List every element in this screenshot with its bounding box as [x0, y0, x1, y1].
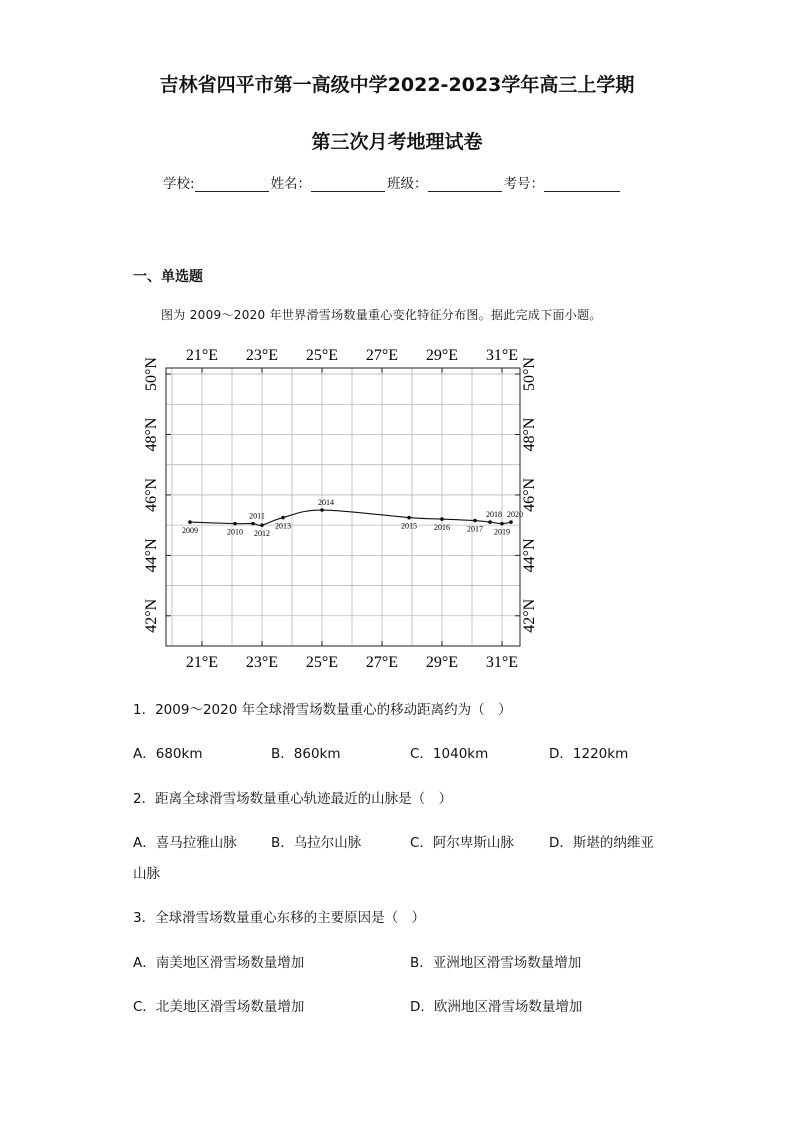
data-point-2009 — [188, 520, 192, 524]
question-2-option-d[interactable]: D．斯堪的纳维亚 — [549, 835, 654, 851]
data-point-2020 — [509, 520, 513, 524]
question-3-option-c[interactable]: C．北美地区滑雪场数量增加 — [133, 999, 305, 1015]
plot-frame — [166, 368, 520, 646]
x-tick-label-bottom: 21°E — [185, 654, 219, 671]
question-3-option-a[interactable]: A．南美地区滑雪场数量增加 — [133, 955, 305, 971]
data-label-2015: 2015 — [401, 521, 417, 531]
question-3-option-d[interactable]: D．欧洲地区滑雪场数量增加 — [410, 999, 583, 1015]
question-2-stem: 2．距离全球滑雪场数量重心轨迹最近的山脉是（ ） — [133, 791, 453, 807]
name-field[interactable] — [311, 177, 385, 192]
data-label-2016: 2016 — [434, 523, 450, 533]
data-point-2015 — [407, 516, 411, 520]
data-point-2011 — [251, 522, 255, 526]
question-1-option-d[interactable]: D．1220km — [549, 746, 629, 762]
y-tick-label-left: 44°N — [143, 538, 160, 573]
data-label-2019: 2019 — [494, 527, 510, 537]
data-point-2019 — [500, 522, 504, 526]
centroid-track-line — [190, 510, 511, 525]
question-intro: 图为 2009～2020 年世界滑雪场数量重心变化特征分布图。据此完成下面小题。 — [161, 308, 602, 322]
data-label-2010: 2010 — [227, 527, 243, 537]
x-tick-label-bottom: 31°E — [485, 654, 519, 671]
exam-number-label: 考号： — [503, 176, 545, 192]
x-tick-label-top: 23°E — [245, 347, 279, 364]
question-2-option-a[interactable]: A．喜马拉雅山脉 — [133, 835, 237, 851]
ski-resort-centroid-chart — [130, 340, 560, 675]
x-tick-label-top: 27°E — [365, 347, 399, 364]
y-tick-label-right: 46°N — [521, 477, 538, 512]
question-1-stem: 1．2009～2020 年全球滑雪场数量重心的移动距离约为（ ） — [133, 702, 512, 718]
x-tick-label-top: 25°E — [305, 347, 339, 364]
question-3-option-b[interactable]: B．亚洲地区滑雪场数量增加 — [410, 955, 582, 971]
y-tick-label-left: 46°N — [143, 477, 160, 512]
x-tick-label-top: 31°E — [485, 347, 519, 364]
question-2-option-b[interactable]: B．乌拉尔山脉 — [271, 835, 362, 851]
y-tick-label-left: 42°N — [143, 598, 160, 633]
class-field[interactable] — [428, 177, 502, 192]
data-label-2009: 2009 — [182, 526, 198, 536]
question-1-option-a[interactable]: A．680km — [133, 746, 203, 762]
y-tick-label-right: 48°N — [521, 417, 538, 452]
question-3-stem: 3．全球滑雪场数量重心东移的主要原因是（ ） — [133, 910, 426, 926]
data-point-2013 — [281, 516, 285, 520]
x-tick-label-bottom: 23°E — [245, 654, 279, 671]
x-tick-label-top: 21°E — [185, 347, 219, 364]
x-tick-label-bottom: 27°E — [365, 654, 399, 671]
data-label-2018: 2018 — [486, 510, 502, 520]
y-tick-label-left: 48°N — [143, 417, 160, 452]
y-tick-label-left: 50°N — [143, 357, 160, 392]
data-point-2018 — [488, 520, 492, 524]
x-tick-label-bottom: 25°E — [305, 654, 339, 671]
exam-title-line1: 吉林省四平市第一高级中学2022-2023学年高三上学期 — [159, 74, 635, 96]
data-point-2014 — [320, 508, 324, 512]
data-point-2016 — [440, 517, 444, 521]
data-label-2012: 2012 — [254, 529, 270, 539]
student-info-row — [163, 172, 622, 192]
class-label: 班级： — [387, 176, 428, 192]
exam-number-field[interactable] — [544, 177, 620, 192]
school-label: 学校: — [163, 176, 195, 192]
data-label-2017: 2017 — [467, 524, 483, 534]
x-tick-label-top: 29°E — [425, 347, 459, 364]
question-2-option-d-continuation: 山脉 — [133, 866, 160, 882]
data-label-2014: 2014 — [318, 498, 334, 508]
y-tick-label-right: 42°N — [521, 598, 538, 633]
x-tick-label-bottom: 29°E — [425, 654, 459, 671]
school-field[interactable] — [195, 177, 269, 192]
question-1-option-b[interactable]: B．860km — [271, 746, 341, 762]
question-1-option-c[interactable]: C．1040km — [410, 746, 489, 762]
question-2-option-c[interactable]: C．阿尔卑斯山脉 — [410, 835, 514, 851]
data-label-2020: 2020 — [507, 510, 523, 520]
data-label-2013: 2013 — [275, 521, 291, 531]
section-title: 一、单选题 — [133, 269, 203, 285]
y-tick-label-right: 50°N — [521, 357, 538, 392]
data-label-2011: 2011 — [249, 511, 265, 521]
data-point-2010 — [233, 522, 237, 526]
y-tick-label-right: 44°N — [521, 538, 538, 573]
exam-title-line2: 第三次月考地理试卷 — [311, 131, 483, 153]
data-point-2017 — [473, 519, 477, 523]
data-point-2012 — [260, 523, 264, 527]
name-label: 姓名： — [270, 176, 312, 192]
